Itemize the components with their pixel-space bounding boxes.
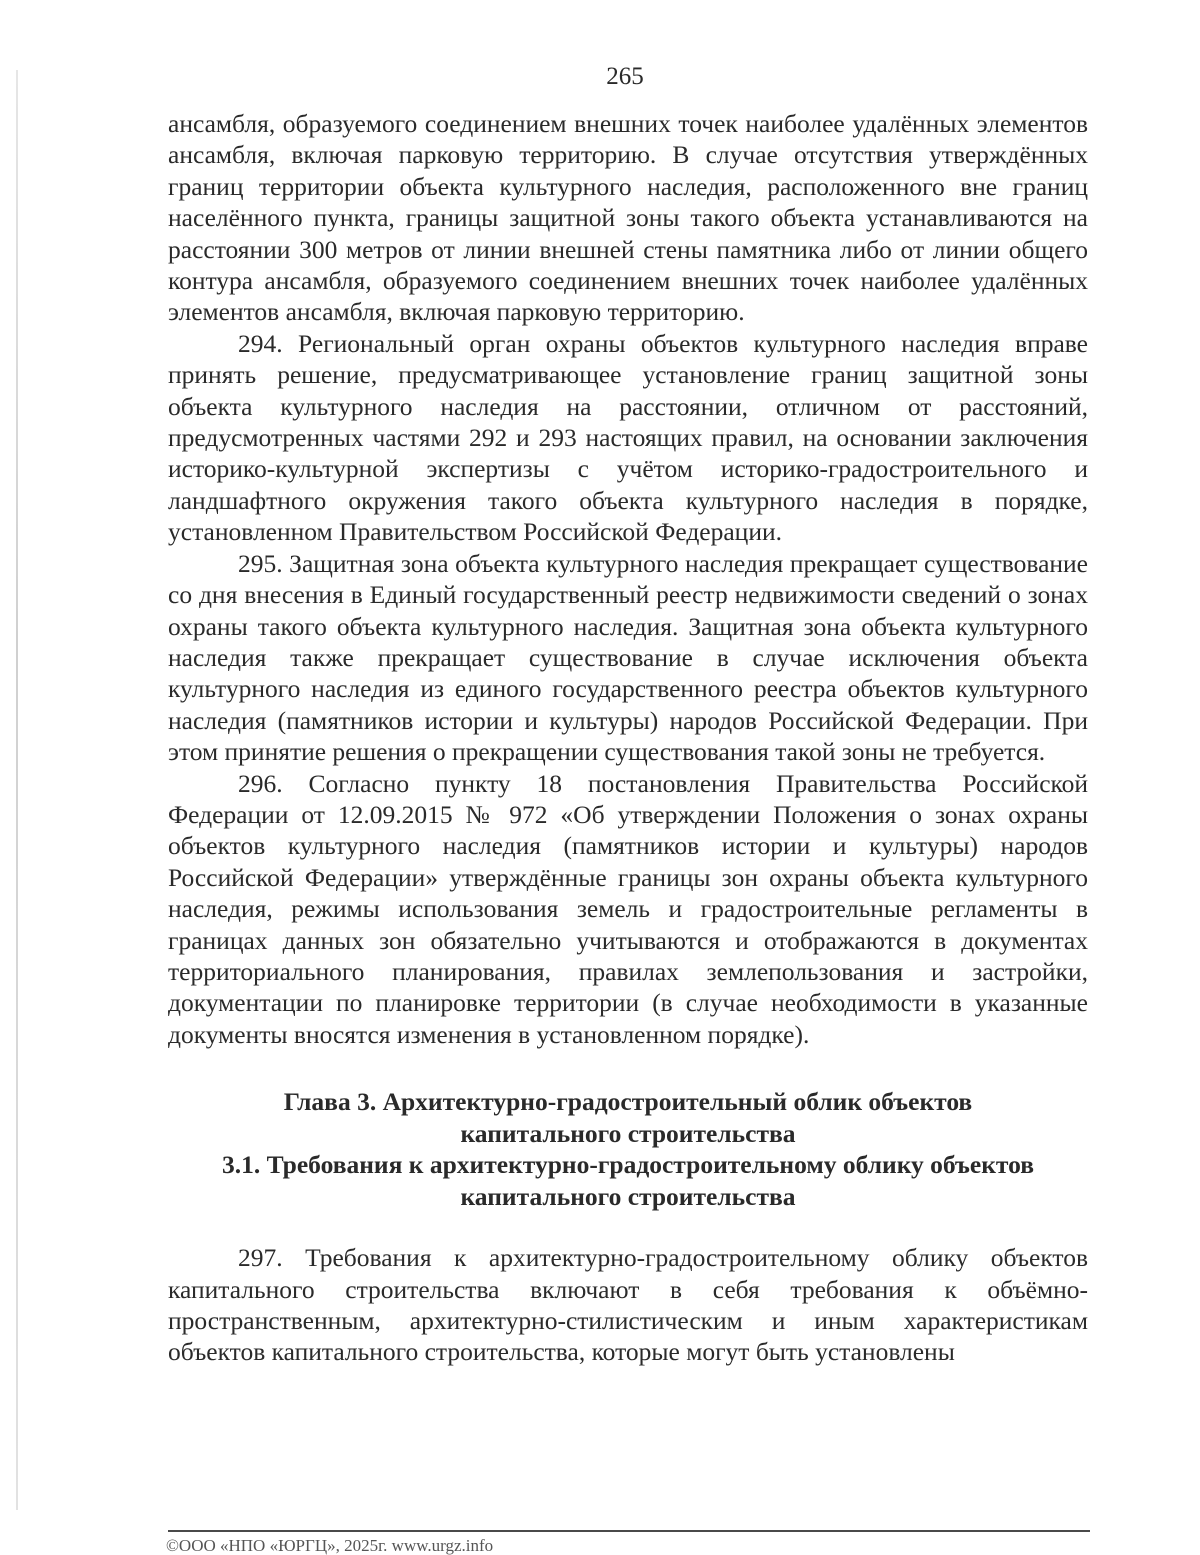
section-title-line-2: капитального строительства — [460, 1181, 796, 1211]
paragraph-294: 294. Региональный орган охраны объектов культурного наследия вправе принять решение, предусматривающее установление границ защитной зоны объекта культурного наследия на расстоянии, отличном от расстояний, предусмотренных частями 292 и 293 настоящих правил, на основании заключения историко-культурной экспертизы с учётом историко-градостроительного и ландшафтного окружения такого объекта культурного наследия в порядке, установленном Правительством Российской Федерации. — [168, 328, 1088, 547]
scan-edge-line — [16, 70, 18, 1510]
footer-divider — [168, 1530, 1090, 1532]
footer-copyright: ©ООО «НПО «ЮРГЦ», 2025г. www.urgz.info — [166, 1536, 494, 1555]
paragraph-297: 297. Требования к архитектурно-градостроительному облику объектов капитального строительства включают в себя требования к объёмно-пространственным, архитектурно-стилистическим и иным характеристикам объектов капитального строительства, которые могут быть установлены — [168, 1243, 1088, 1367]
chapter-title-line-2: капитального строительства — [460, 1118, 796, 1148]
paragraph-295: 295. Защитная зона объекта культурного наследия прекращает существование со дня внесения в Единый государственный реестр недвижимости сведений о зонах охраны такого объекта культурного наследия. Защитная зона объекта культурного наследия также прекращает существование в случае исключения объекта культурного наследия из единого государственного реестра объектов культурного наследия (памятников истории и культуры) народов Российской Федерации. При этом принятие решения о прекращении существования такой зоны не требуется. — [168, 548, 1088, 767]
chapter-title-line-1: Глава 3. Архитектурно-градостроительный облик объектов — [283, 1087, 973, 1117]
section-title-line-1: 3.1. Требования к архитектурно-градостроительному облику объектов — [222, 1150, 1034, 1180]
document-body — [168, 108, 1088, 1368]
paragraph-continued: ансамбля, образуемого соединением внешних точек наиболее удалённых элементов ансамбля, включая парковую территорию. В случае отсутствия утверждённых границ территории объекта культурного наследия, расположенного вне границ населённого пункта, границы защитной зоны такого объекта устанавливаются на расстоянии 300 метров от линии внешней стены памятника либо от линии общего контура ансамбля, образуемого соединением внешних точек наиболее удалённых элементов ансамбля, включая парковую территорию. — [168, 109, 1088, 327]
page-number: 265 — [606, 63, 644, 90]
chapter-heading — [168, 1086, 1088, 1212]
paragraph-296: 296. Согласно пункту 18 постановления Правительства Российской Федерации от 12.09.2015 № 972 «Об утверждении Положения о зонах охраны объектов культурного наследия (памятников истории и культуры) народов Российской Федерации» утверждённые границы зон охраны объекта культурного наследия, режимы использования земель и градостроительные регламенты в границах данных зон обязательно учитываются и отображаются в документах территориального планирования, правилах землепользования и застройки, документации по планировке территории (в случае необходимости в указанные документы вносятся изменения в установленном порядке). — [168, 768, 1088, 1049]
